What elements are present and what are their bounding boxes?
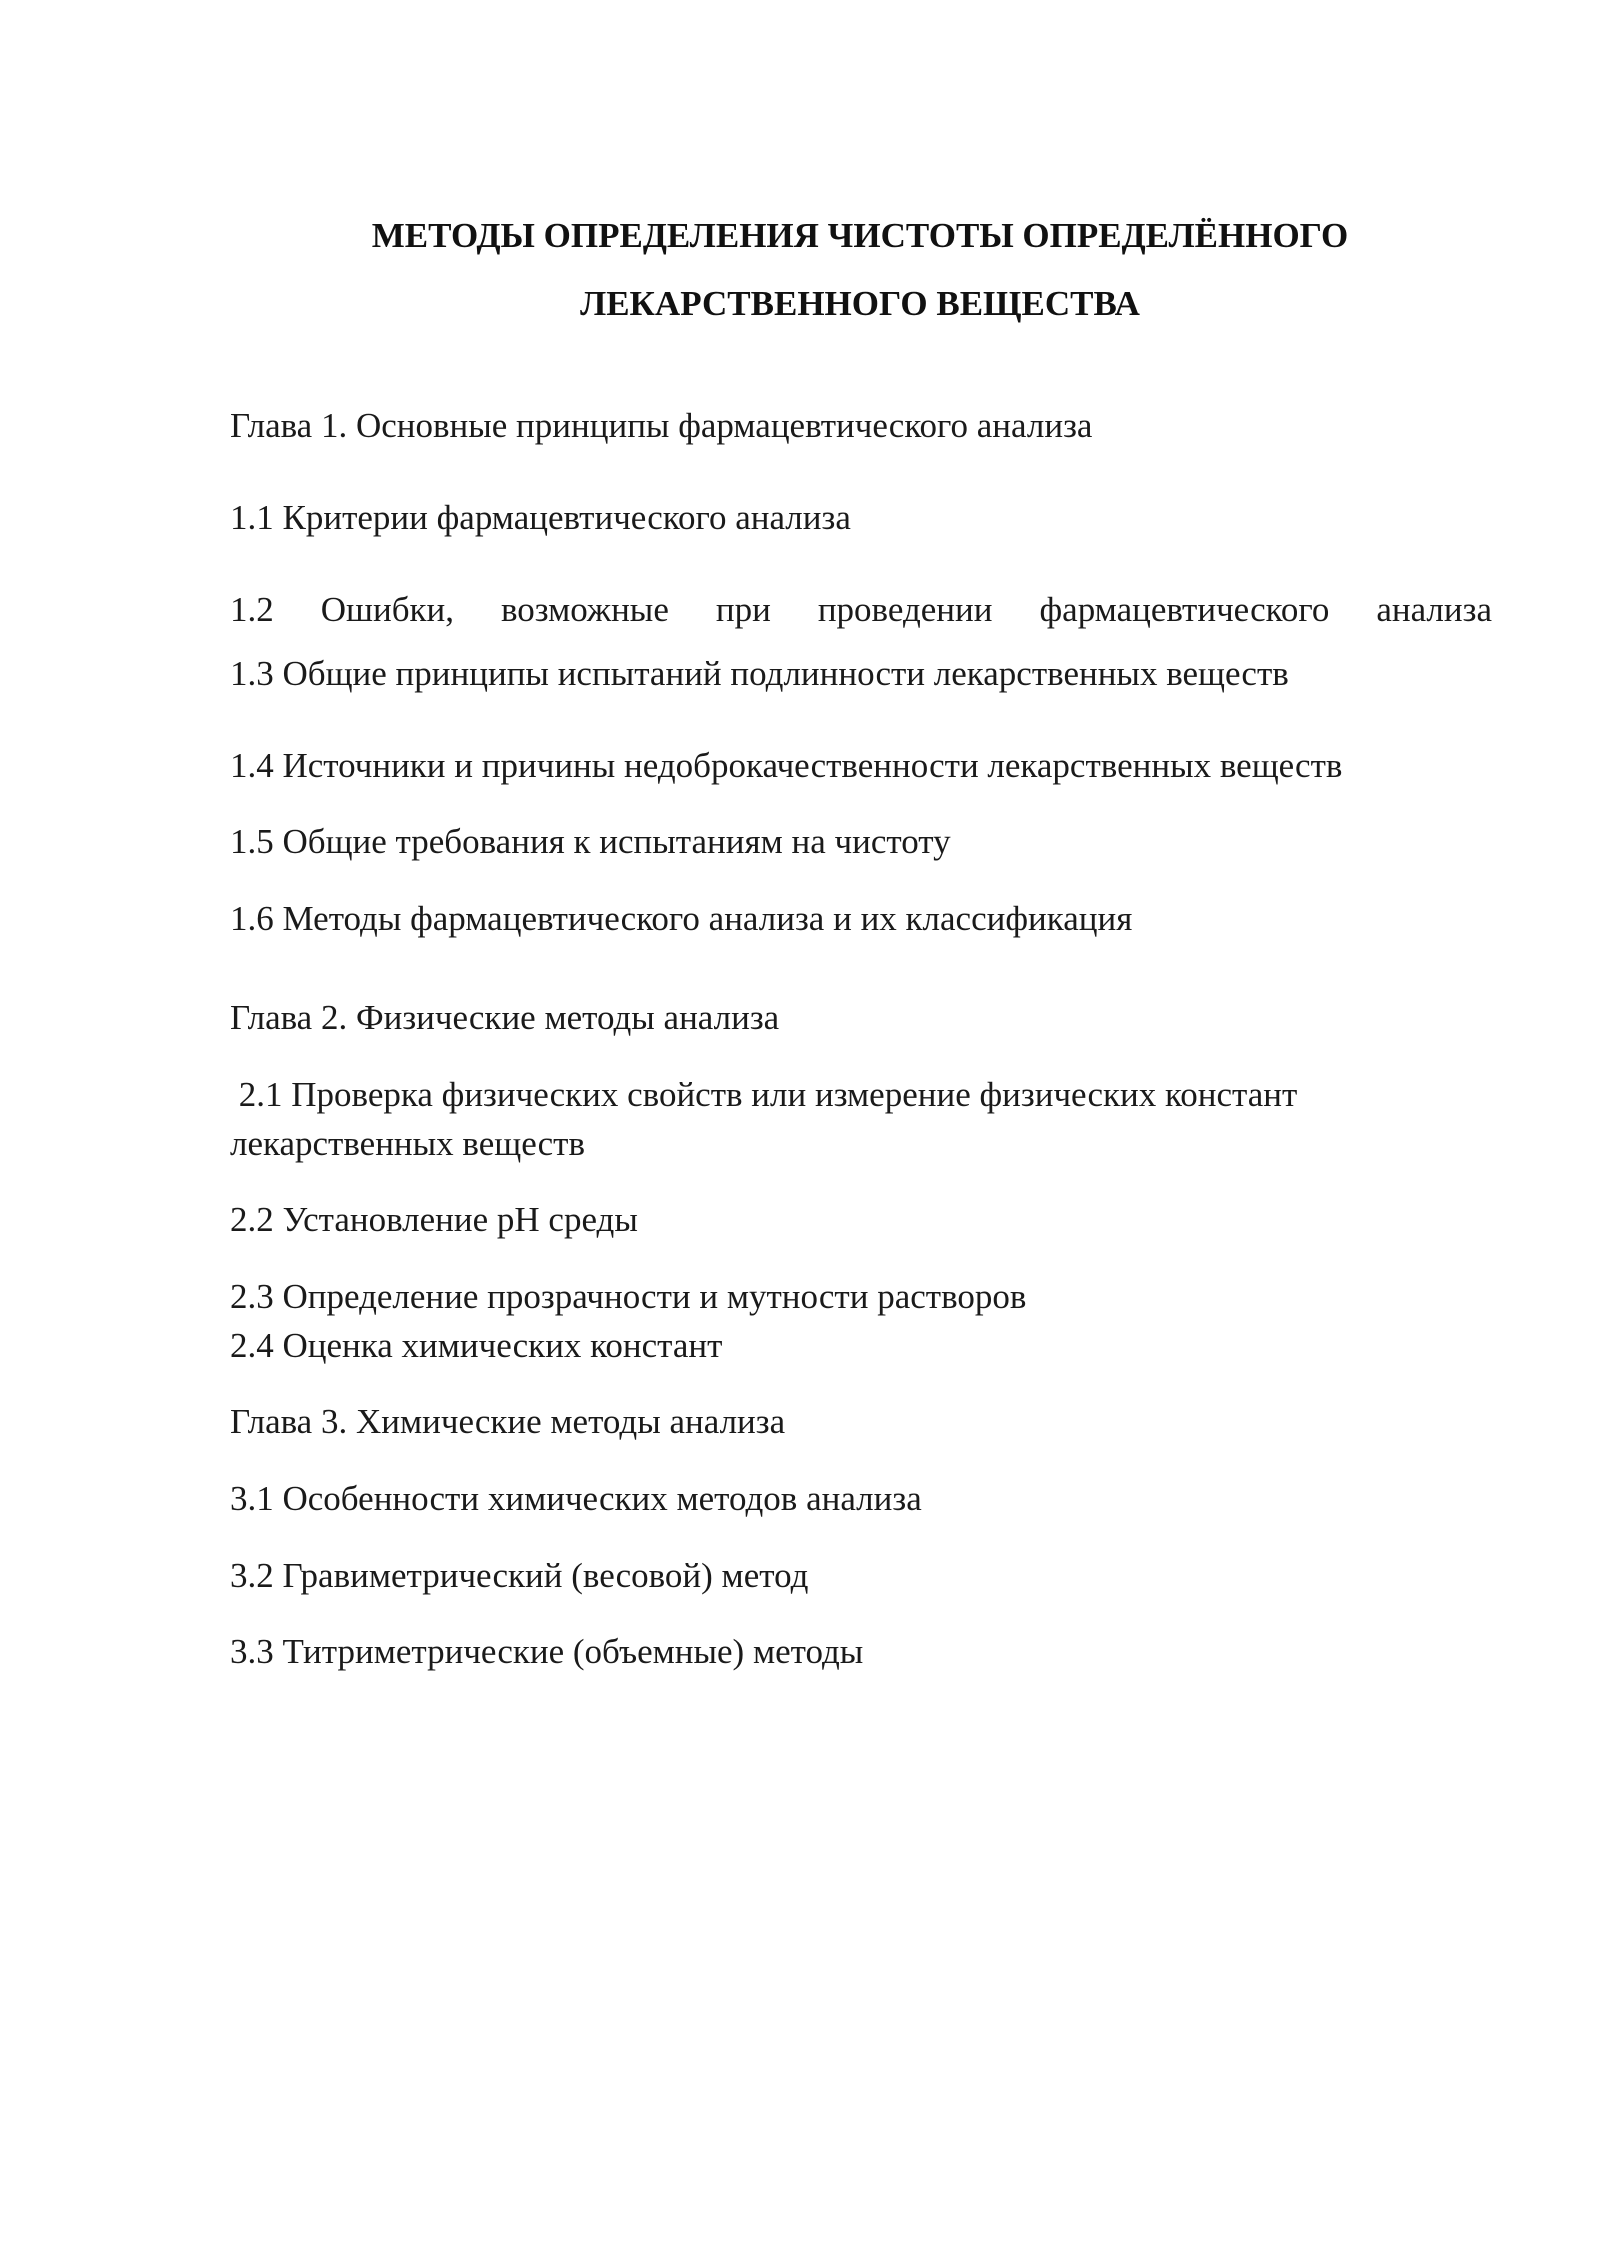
toc-word: при: [715, 590, 771, 629]
toc-word: фармацевтического: [1039, 590, 1330, 629]
toc-word: 1.2: [230, 590, 274, 629]
toc-chapter-2: Глава 2. Физические методы анализа: [230, 998, 780, 1037]
toc-section-1-3: 1.3 Общие принципы испытаний подлинности лекарственных веществ: [230, 654, 1289, 693]
toc-section-1-6: 1.6 Методы фармацевтического анализа и их классификация: [230, 899, 1133, 938]
toc-section-1-1: 1.1 Критерии фармацевтического анализа: [230, 498, 851, 537]
toc-chapter-3: Глава 3. Химические методы анализа: [230, 1402, 786, 1441]
toc-section-3-1: 3.1 Особенности химических методов анализа: [230, 1479, 922, 1518]
table-of-contents: [230, 0, 1492, 2262]
title-line-1: МЕТОДЫ ОПРЕДЕЛЕНИЯ ЧИСТОТЫ ОПРЕДЕЛЁННОГО: [371, 216, 1349, 255]
toc-section-1-2: [230, 586, 1492, 634]
toc-section-2-1-line-2: лекарственных веществ: [230, 1124, 585, 1163]
toc-section-1-4: 1.4 Источники и причины недоброкачественности лекарственных веществ: [230, 746, 1343, 785]
toc-word: возможные: [501, 590, 669, 629]
toc-section-2-3: 2.3 Определение прозрачности и мутности растворов: [230, 1277, 1027, 1316]
toc-chapter-1: Глава 1. Основные принципы фармацевтического анализа: [230, 406, 1093, 445]
toc-word: проведении: [817, 590, 993, 629]
toc-word: Ошибки,: [320, 590, 454, 629]
toc-section-2-2: 2.2 Установление pH среды: [230, 1200, 638, 1239]
toc-section-3-2: 3.2 Гравиметрический (весовой) метод: [230, 1556, 809, 1595]
toc-section-2-1-line-1: 2.1 Проверка физических свойств или измерение физических констант: [230, 1075, 1298, 1114]
toc-section-2-4: 2.4 Оценка химических констант: [230, 1326, 723, 1365]
title-line-2: ЛЕКАРСТВЕННОГО ВЕЩЕСТВА: [580, 284, 1140, 323]
toc-word: анализа: [1376, 590, 1492, 629]
toc-section-1-5: 1.5 Общие требования к испытаниям на чистоту: [230, 822, 951, 861]
toc-section-3-3: 3.3 Титриметрические (объемные) методы: [230, 1632, 864, 1671]
